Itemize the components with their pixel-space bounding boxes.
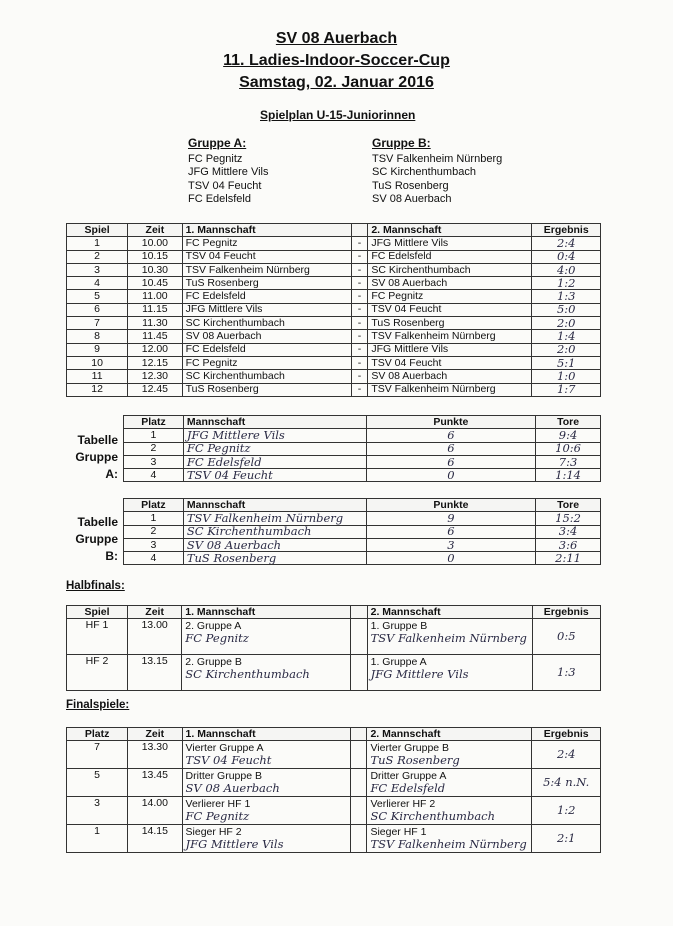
team1-placeholder: Vierter Gruppe A: [185, 742, 264, 755]
team1-name: SC Kirchenthumbach: [182, 370, 351, 383]
spiel-number: 2: [67, 250, 128, 263]
standings-row: [124, 429, 601, 442]
spiel-number: 10: [67, 356, 128, 369]
result-handwritten: 1:7: [532, 383, 601, 396]
result-handwritten: 1:2: [532, 277, 601, 290]
col-sep: [350, 728, 367, 741]
result-handwritten: 0:4: [532, 250, 601, 263]
group-a-title: Gruppe A:: [188, 136, 247, 150]
halbfinals-row: [67, 619, 601, 655]
col-mannschaft: Mannschaft: [183, 416, 366, 429]
group-a-team: FC Edelsfeld: [188, 193, 251, 205]
col-platz: Platz: [67, 728, 128, 741]
schedule-row: [67, 317, 601, 330]
col-platz: Platz: [124, 499, 184, 512]
col-team2: 2. Mannschaft: [367, 728, 532, 741]
punkte-handwritten: 9: [366, 512, 535, 525]
team2-name: TSV 04 Feucht: [368, 356, 532, 369]
col-ergebnis: Ergebnis: [532, 606, 600, 619]
group-a-team: TSV 04 Feucht: [188, 179, 262, 192]
col-ergebnis: Ergebnis: [532, 728, 601, 741]
tore-handwritten: 2:11: [536, 552, 601, 565]
result-handwritten: 2:4: [532, 237, 601, 250]
col-zeit: Zeit: [127, 606, 181, 619]
group-b-team: TSV Falkenheim Nürnberg: [372, 152, 503, 165]
schedule-row: [67, 237, 601, 250]
finalspiele-table: [66, 727, 601, 853]
team2-name: FC Edelsfeld: [368, 250, 532, 263]
team1-placeholder: 2. Gruppe A: [185, 620, 242, 633]
team1-name-handwritten: SC Kirchenthumbach: [185, 667, 310, 682]
schedule-row: [67, 330, 601, 343]
title-tournament: 11. Ladies-Indoor-Soccer-Cup: [223, 52, 450, 69]
finalspiele-row: [67, 769, 601, 797]
team-name-handwritten: JFG Mittlere Vils: [183, 429, 366, 442]
result-handwritten: 5:1: [532, 356, 601, 369]
result-handwritten: 0:5: [532, 619, 600, 655]
match-time: 12.15: [128, 356, 182, 369]
tore-handwritten: 15:2: [536, 512, 601, 525]
tore-handwritten: 10:6: [536, 442, 601, 455]
halbfinals-header-row: [67, 606, 601, 619]
team2-placeholder: Sieger HF 1: [370, 826, 427, 839]
row-id: 7: [67, 741, 128, 769]
result-handwritten: 2:4: [532, 741, 601, 769]
vs-dash: -: [351, 237, 368, 250]
finalspiele-label: Finalspiele:: [66, 699, 130, 711]
team2-name: SV 08 Auerbach: [368, 370, 532, 383]
team2-slot: [367, 655, 532, 691]
team1-name: FC Edelsfeld: [182, 290, 351, 303]
col-platz: Platz: [124, 416, 184, 429]
standings-row: [124, 552, 601, 565]
separator: [350, 769, 367, 797]
col-tore: Tore: [536, 416, 601, 429]
punkte-handwritten: 6: [366, 455, 536, 468]
team2-placeholder: 1. Gruppe A: [370, 656, 427, 669]
col-sep: [350, 606, 367, 619]
team2-placeholder: Dritter Gruppe A: [370, 770, 447, 783]
team1-name-handwritten: SV 08 Auerbach: [185, 781, 280, 796]
platz: 2: [124, 525, 184, 538]
group-a-team: JFG Mittlere Vils: [188, 166, 269, 178]
tabelle-b-label: Tabelle Gruppe B:: [75, 515, 118, 563]
col-team1: 1. Mannschaft: [182, 606, 351, 619]
match-time: 12.30: [128, 370, 182, 383]
standings-row: [124, 469, 601, 482]
team1-name: TuS Rosenberg: [182, 277, 351, 290]
spiel-number: 6: [67, 303, 128, 316]
vs-dash: -: [351, 370, 368, 383]
separator: [350, 619, 367, 655]
col-zeit: Zeit: [128, 224, 182, 237]
team1-slot: [182, 741, 350, 769]
col-zeit: Zeit: [128, 728, 182, 741]
spiel-number: 4: [67, 277, 128, 290]
result-handwritten: 2:0: [532, 317, 601, 330]
team1-name: FC Edelsfeld: [182, 343, 351, 356]
platz: 2: [124, 442, 184, 455]
standings-row: [124, 538, 601, 551]
separator: [350, 825, 367, 853]
finalspiele-row: [67, 741, 601, 769]
match-time: 11.15: [128, 303, 182, 316]
group-b-list: [372, 137, 502, 207]
vs-dash: -: [351, 303, 368, 316]
group-b-team: SC Kirchenthumbach: [372, 166, 476, 178]
team1-name-handwritten: JFG Mittlere Vils: [185, 837, 284, 852]
col-team2: 2. Mannschaft: [368, 224, 532, 237]
spiel-number: 12: [67, 383, 128, 396]
team2-name: FC Pegnitz: [368, 290, 532, 303]
punkte-handwritten: 6: [366, 525, 535, 538]
tore-handwritten: 3:6: [536, 538, 601, 551]
title-date: Samstag, 02. Januar 2016: [239, 74, 434, 91]
match-time: 10.15: [128, 250, 182, 263]
subtitle-spielplan: Spielplan U-15-Juniorinnen: [260, 108, 416, 122]
team1-slot: [182, 619, 351, 655]
halbfinals-row: [67, 655, 601, 691]
col-punkte: Punkte: [366, 416, 536, 429]
col-spiel: Spiel: [67, 606, 128, 619]
col-punkte: Punkte: [366, 499, 535, 512]
vs-dash: -: [351, 277, 368, 290]
team2-name: SV 08 Auerbach: [368, 277, 532, 290]
match-time: 12.45: [128, 383, 182, 396]
vs-dash: -: [351, 343, 368, 356]
group-b-title: Gruppe B:: [372, 136, 431, 150]
tabelle-a-header-row: [124, 416, 601, 429]
standings-row: [124, 512, 601, 525]
separator: [350, 741, 367, 769]
match-time: 10.45: [128, 277, 182, 290]
tabelle-a-table: [123, 415, 601, 482]
spiel-number: 7: [67, 317, 128, 330]
row-id: 1: [67, 825, 128, 853]
row-id: HF 1: [67, 619, 128, 655]
team2-placeholder: 1. Gruppe B: [370, 620, 428, 633]
finalspiele-header-row: [67, 728, 601, 741]
spiel-number: 9: [67, 343, 128, 356]
team1-placeholder: Dritter Gruppe B: [185, 770, 262, 783]
result-handwritten: 5:0: [532, 303, 601, 316]
team1-name-handwritten: TSV 04 Feucht: [185, 753, 272, 768]
match-time: 14.00: [128, 797, 182, 825]
team-name-handwritten: SV 08 Auerbach: [183, 538, 366, 551]
team1-placeholder: 2. Gruppe B: [185, 656, 242, 669]
separator: [350, 797, 367, 825]
team2-slot: [367, 741, 532, 769]
platz: 3: [124, 538, 184, 551]
vs-dash: -: [351, 290, 368, 303]
team2-name: JFG Mittlere Vils: [368, 343, 532, 356]
schedule-row: [67, 370, 601, 383]
spiel-number: 5: [67, 290, 128, 303]
vs-dash: -: [351, 383, 368, 396]
separator: [350, 655, 367, 691]
tore-handwritten: 9:4: [536, 429, 601, 442]
team-name-handwritten: FC Pegnitz: [183, 442, 366, 455]
punkte-handwritten: 6: [366, 429, 536, 442]
standings-row: [124, 525, 601, 538]
match-time: 13.30: [128, 741, 182, 769]
schedule-row: [67, 277, 601, 290]
team2-placeholder: Vierter Gruppe B: [370, 742, 450, 755]
team1-name: SV 08 Auerbach: [182, 330, 351, 343]
result-handwritten: 1:0: [532, 370, 601, 383]
col-mannschaft: Mannschaft: [183, 499, 366, 512]
team2-placeholder: Verlierer HF 2: [370, 798, 436, 811]
group-a-list: [188, 137, 268, 207]
group-b-team: TuS Rosenberg: [372, 179, 449, 192]
team2-slot: [367, 825, 532, 853]
team2-name-handwritten: TSV Falkenheim Nürnberg: [370, 631, 527, 646]
team1-name: JFG Mittlere Vils: [182, 303, 351, 316]
schedule-table: [66, 223, 601, 397]
team2-name: JFG Mittlere Vils: [368, 237, 532, 250]
result-handwritten: 1:3: [532, 655, 600, 691]
team1-slot: [182, 797, 350, 825]
team1-placeholder: Sieger HF 2: [185, 826, 242, 839]
team1-name-handwritten: FC Pegnitz: [185, 809, 250, 824]
result-handwritten: 5:4 n.N.: [532, 769, 601, 797]
match-time: 13.00: [127, 619, 181, 655]
finalspiele-row: [67, 797, 601, 825]
result-handwritten: 1:2: [532, 797, 601, 825]
team1-name: TSV 04 Feucht: [182, 250, 351, 263]
col-team1: 1. Mannschaft: [182, 728, 350, 741]
team1-name: TuS Rosenberg: [182, 383, 351, 396]
punkte-handwritten: 3: [366, 538, 535, 551]
vs-dash: -: [351, 330, 368, 343]
team2-name-handwritten: TSV Falkenheim Nürnberg: [370, 837, 527, 852]
standings-row: [124, 442, 601, 455]
col-spiel: Spiel: [67, 224, 128, 237]
match-time: 12.00: [128, 343, 182, 356]
schedule-row: [67, 356, 601, 369]
vs-dash: -: [351, 263, 368, 276]
match-time: 11.00: [128, 290, 182, 303]
result-handwritten: 1:3: [532, 290, 601, 303]
vs-dash: -: [351, 356, 368, 369]
spiel-number: 8: [67, 330, 128, 343]
vs-dash: -: [351, 250, 368, 263]
title-club: SV 08 Auerbach: [275, 30, 398, 47]
vs-dash: -: [351, 317, 368, 330]
spiel-number: 1: [67, 237, 128, 250]
match-time: 11.45: [128, 330, 182, 343]
team1-name: FC Pegnitz: [182, 237, 351, 250]
team1-placeholder: Verlierer HF 1: [185, 798, 251, 811]
team1-name-handwritten: FC Pegnitz: [185, 631, 249, 646]
team2-name-handwritten: TuS Rosenberg: [370, 753, 460, 768]
schedule-header-row: [67, 224, 601, 237]
row-id: HF 2: [67, 655, 128, 691]
team2-name: TSV Falkenheim Nürnberg: [368, 330, 532, 343]
schedule-row: [67, 303, 601, 316]
result-handwritten: 2:1: [532, 825, 601, 853]
row-id: 5: [67, 769, 128, 797]
team1-slot: [182, 825, 350, 853]
team2-name-handwritten: FC Edelsfeld: [370, 781, 446, 796]
punkte-handwritten: 0: [366, 469, 536, 482]
col-sep: [351, 224, 368, 237]
schedule-row: [67, 383, 601, 396]
team-name-handwritten: SC Kirchenthumbach: [183, 525, 366, 538]
platz: 4: [124, 469, 184, 482]
match-time: 10.30: [128, 263, 182, 276]
team2-slot: [367, 619, 532, 655]
schedule-row: [67, 343, 601, 356]
match-time: 14.15: [128, 825, 182, 853]
team2-name-handwritten: SC Kirchenthumbach: [370, 809, 496, 824]
team-name-handwritten: TuS Rosenberg: [183, 552, 366, 565]
col-team1: 1. Mannschaft: [182, 224, 351, 237]
spiel-number: 11: [67, 370, 128, 383]
team-name-handwritten: TSV 04 Feucht: [183, 469, 366, 482]
team2-name: TuS Rosenberg: [368, 317, 532, 330]
platz: 1: [124, 429, 184, 442]
platz: 1: [124, 512, 184, 525]
finalspiele-row: [67, 825, 601, 853]
team2-slot: [367, 769, 532, 797]
tore-handwritten: 7:3: [536, 455, 601, 468]
result-handwritten: 4:0: [532, 263, 601, 276]
tabelle-b-header-row: [124, 499, 601, 512]
spiel-number: 3: [67, 263, 128, 276]
halbfinals-table: [66, 605, 601, 691]
row-id: 3: [67, 797, 128, 825]
result-handwritten: 2:0: [532, 343, 601, 356]
team2-name-handwritten: JFG Mittlere Vils: [370, 667, 469, 682]
team2-name: TSV 04 Feucht: [368, 303, 532, 316]
team-name-handwritten: TSV Falkenheim Nürnberg: [183, 512, 366, 525]
team2-slot: [367, 797, 532, 825]
tabelle-a-label: Tabelle Gruppe A:: [75, 433, 118, 481]
standings-row: [124, 455, 601, 468]
group-a-team: FC Pegnitz: [188, 152, 243, 165]
tore-handwritten: 3:4: [536, 525, 601, 538]
group-b-team: SV 08 Auerbach: [372, 193, 452, 205]
halbfinals-label: Halbfinals:: [66, 580, 125, 592]
team2-name: TSV Falkenheim Nürnberg: [368, 383, 532, 396]
match-time: 13.15: [127, 655, 181, 691]
punkte-handwritten: 0: [366, 552, 535, 565]
match-time: 10.00: [128, 237, 182, 250]
col-tore: Tore: [536, 499, 601, 512]
schedule-row: [67, 250, 601, 263]
team-name-handwritten: FC Edelsfeld: [183, 455, 366, 468]
col-ergebnis: Ergebnis: [532, 224, 601, 237]
team1-name: FC Pegnitz: [182, 356, 351, 369]
match-time: 11.30: [128, 317, 182, 330]
team1-slot: [182, 655, 351, 691]
col-team2: 2. Mannschaft: [367, 606, 532, 619]
team1-name: SC Kirchenthumbach: [182, 317, 351, 330]
team1-name: TSV Falkenheim Nürnberg: [182, 263, 351, 276]
platz: 4: [124, 552, 184, 565]
schedule-row: [67, 263, 601, 276]
platz: 3: [124, 455, 184, 468]
match-time: 13.45: [128, 769, 182, 797]
tore-handwritten: 1:14: [536, 469, 601, 482]
tabelle-b-table: [123, 498, 601, 565]
team2-name: SC Kirchenthumbach: [368, 263, 532, 276]
result-handwritten: 1:4: [532, 330, 601, 343]
punkte-handwritten: 6: [366, 442, 536, 455]
schedule-row: [67, 290, 601, 303]
team1-slot: [182, 769, 350, 797]
